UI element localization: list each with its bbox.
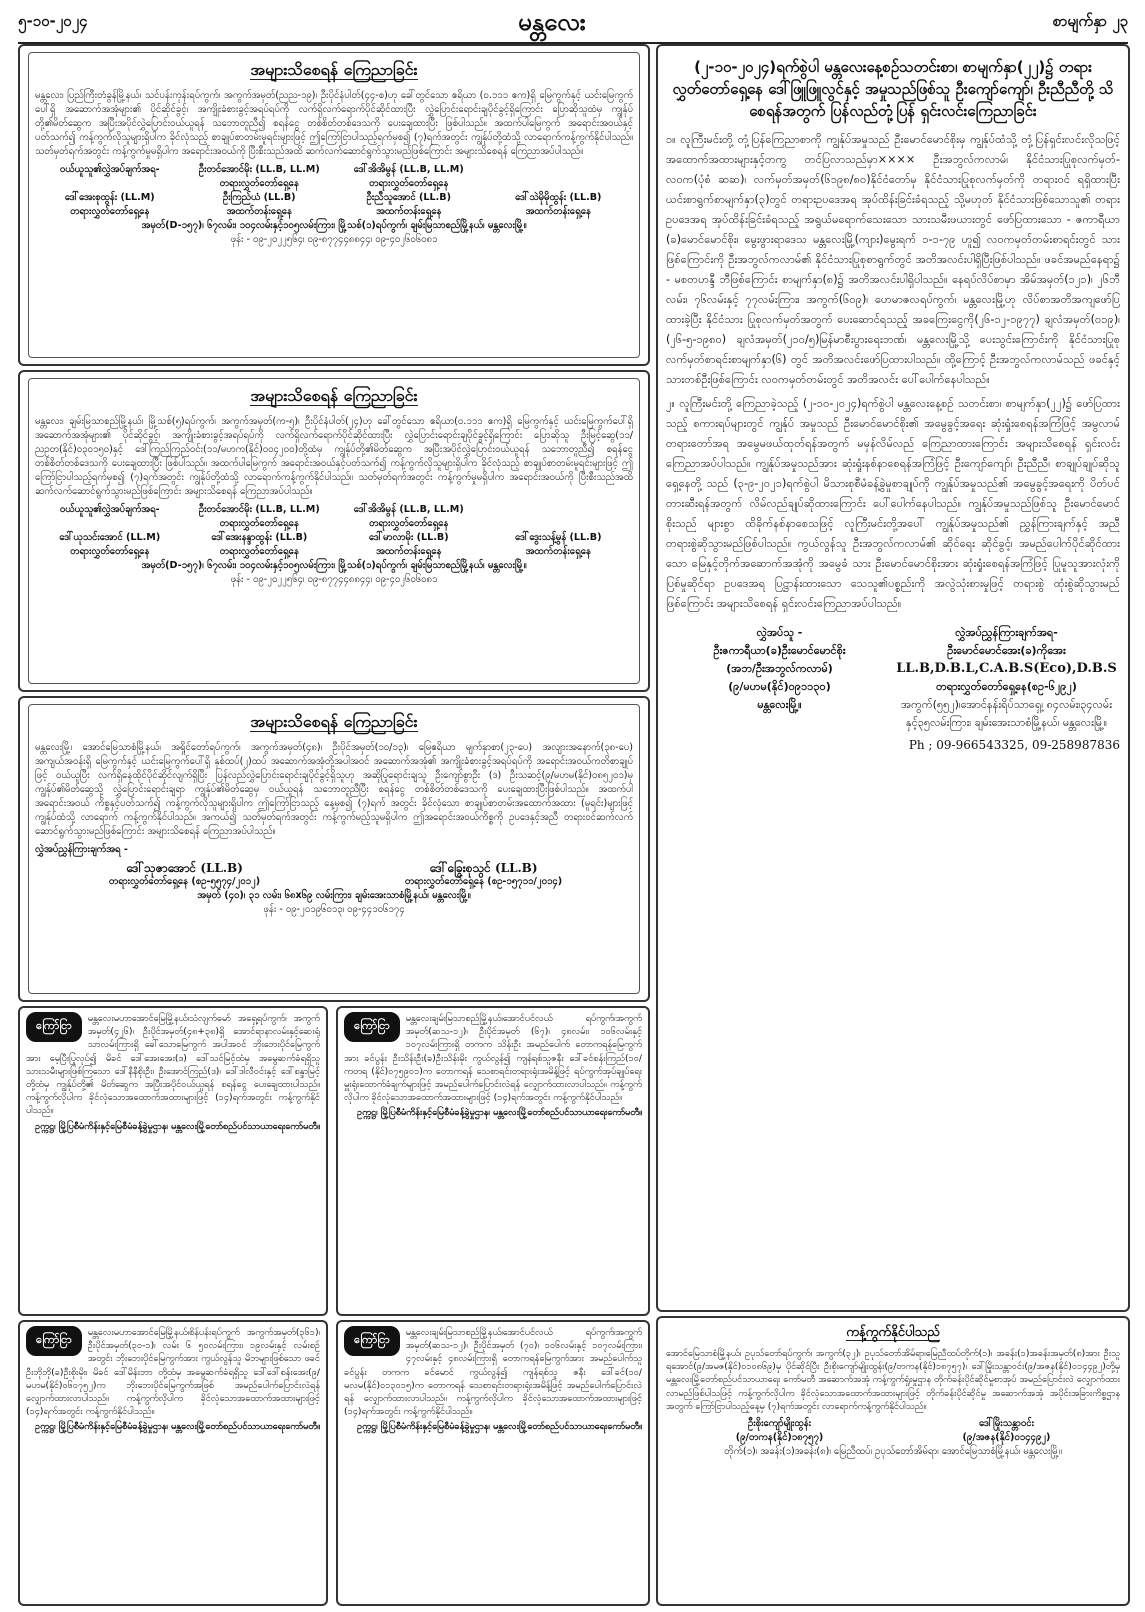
lawyer-title: တရားလွှတ်တော်ရှေ့နေ (စဥ-၅၅၇၄/၂၀၁၂): [108, 876, 261, 887]
notice-2-title: အများသိစေရန် ကြေညာခြင်း: [250, 386, 418, 405]
correction-title: (၂-၁၀-၂၀၂၄)ရက်စွဲပါ မန္တလေးနေ့စဉ်သတင်းစာ၊ စာမျက်နှာ(၂၂)၌ တရားလွှတ်တော်ရှေ့နေ ဒေါ်ဖြူဖြူလွင်နှင့် အမှုသည်ဖြစ်သူ ဦးကျော်ကျော်၊ ဦးညီညီတို့ သိစေရန်အတွက် ပြန်လည်တုံ့ပြန် ရှင်းလင်းကြေညာခြင်း: [672, 58, 1114, 120]
notice-1-signatures: [35, 163, 633, 219]
correction-para-1: ၁။ လူကြီးမင်းတို့ တုံ့ပြန်ကြေညာစာကို ကျွန်ုပ်အမှုသည် ဦးမောင်မောင်စိုးမှ ကျွန်ုပ်ထံသို့ တုံ့ပြန်ရှင်းလင်းလိုသဖြင့် အထောက်အထားများနှင့်တကွ တင်ပြလာသည်မှာ×××× ဦးအဘွလ်ကလာမ်၊ နိုင်ငံသားပြုစုလက်မှတ်-လ၀က(ပုံစံ ဆဆ)၊ လက်မှတ်အမှတ်(၆၁၉၈/၈၀)နိုင်ငံတော်မှ နိုင်ငံသားပြုစုလက်မှတ်ကို တရားဝင် ရရှိထားပြီး ယင်းစာရွက်စာမျက်နှာ(၃)တွင် တရားဥပဒေအရ အုပ်ထိန်းခြင်းခံရသည့် သို့မဟုတ် နိုင်ငံသားဖြစ်သောသူ၏ တရားဥပဒေအရ အုပ်ထိန်းခြင်းခံရသည့် အရွယ်မရောက်သေးသော သားသမီးဖယားတွင် ဖော်ပြထားသော - ဇကာရီယာ (ခ)မောင်မောင်စိုး၊ မွေးဖွားရာဒေသ မန္တလေးမြို့(ကျား)မွေးရက် ၁-၁-၇၉ ဟူ၍ လ၀ကမှတ်တမ်းစာရင်းတွင် သားဖြစ်ကြောင်းကို ဦးအဘွလ်ကလာမ်၏ နိုင်ငံသားပြုစုစာရွက်တွင် အတိအလင်းပါရှိပြီးဖြစ်ပါသည်။ ဖခင်အမည်နေရာ၌ - မစတဟန္ဒီ ဘီဖြစ်ကြောင်း စာမျက်နှာ(၈)၌ အတိအလင်းပါရှိပါသည်။ နေရပ်လိပ်စာမှာ အိမ်အမှတ်(၁၂၁)၊ ၂၆ဘီလမ်း၊ ၇၆လမ်းနှင့် ၇၇လမ်းကြား၊ အကွက်(၆၀၉)၊ ဟေမာဇလရပ်ကွက်၊ မန္တလေးမြို့ဟု လိပ်စာအတိအကျဖော်ပြထားခဲ့ပြီး နိုင်ငံသား ပြုစုလက်မှတ်အတွက် ပေးဆောင်ရသည့် အခကြေးငွေကို(၂၆-၁၂-၁၉၇၇) ချလံအမှတ်(၀၁၉)၊ (၂၆-၅-၁၉၈၀) ချလံအမှတ်(၂၁၀/၅)မြန်မာစီးပွားရေးဘဏ်၊ မန္တလေးမြို့သို့ ပေးသွင်းကြောင်းကို နိုင်ငံသားပြုစုလက်မှတ်စာရင်းစာမျက်နှာ(၆) တွင် အတိအလင်းဖော်ပြထားပါသည်။ ထို့ကြောင့် ဦးအဘွလ်ကလာမ်သည် ဖခင်နှင့် သားတစ်ဦးဖြစ်ကြောင်း လ၀ကမှတ်တမ်းတွင် အတိအလင်း ပေါ်ပေါက်နေပါသည်။: [666, 133, 1120, 386]
ad-badge: ကြော်ငြာ: [26, 1012, 82, 1042]
small-ad-4: [336, 1320, 650, 1606]
objection-title: ကန့်ကွက်နိုင်ပါသည်: [846, 1325, 940, 1340]
correction-notice: [656, 44, 1130, 1312]
notice-2-signatures: [35, 503, 633, 559]
signer-city: မန္တလေးမြို့။: [757, 698, 802, 711]
ad-body: မန္တလေးမဟာအောင်မြေမြို့နယ်၊စိန်ပန်းရပ်ကွက် အကွက်အမှတ်(၃၆၁)၊ ဦးပိုင်အမှတ်(၃၀-၁)၊ လမ်း ၆ ၅၀လမ်းကြား၊ ၁၉လမ်းနှင့် လမ်းစဉ်အတွင်း ဘိုးဘေးပိုင်မြေကွက်အား ကွယ်လွန်သူ မိဘများဖြစ်သော ဖခင် ဦးဘိုဘို(ခ)ဦးစိုးမိုး၊ မိခင် ဒေါ်မိန်းဘာ တို့ထံမှ အမွေဆက်ခံရရှိသူ ဒေါ်ဒေါ်စန်းအေး(၉/မဟမ(နိုင်)၀၆၀၇၅၂)က ဘိုးဘေးပိုင်မြေကွက်အဖြစ် အမည်ပေါက်ပြောင်းလဲရန် လျှောက်ထားလာပါသည်။ ကန့်ကွက်လိုပါက ခိုင်လုံသောအထောက်အထားများဖြင့် (၁၄)ရက်အတွင်း ကန့်ကွက်နိုင်ပါသည်။: [26, 1327, 320, 1418]
lawyer-qualifications: LL.B,D.B.L,C.A.B.S(Eco),D.B.S: [896, 661, 1117, 676]
notice-1-title: အများသိစေရန် ကြေညာခြင်း: [250, 60, 418, 79]
notice-3-title: အများသိစေရန် ကြေညာခြင်း: [250, 712, 418, 731]
signer-father: (အဘ/ဦးအဘွလ်ကလာမ်): [726, 662, 833, 675]
signature-line: ဒေါ်သဲမိုမိုထွန်း (LL.B): [515, 192, 602, 203]
lawyer-name: ဒေါ်သုဇာအောင် (LL.B): [126, 861, 243, 875]
signature-line: [35, 517, 185, 531]
signature-line: [484, 177, 634, 191]
page-header: [18, 6, 1128, 44]
signer-name: ဒေါ်မြိုးသန္တာဝင်း: [978, 1418, 1034, 1430]
signature-line: ဦးတင်အောင်မိုး (LL.B, LL.M): [198, 164, 320, 175]
notice-3-phone: ဖုန်း - ၀၉-၂၀၁၉၆၀၁၃၊ ၀၉-၄၄၁၀၆၁၇၄: [263, 904, 405, 915]
signature-line: ဦးကြည်ယံ (LL.B): [222, 192, 296, 203]
signer-name: ဦးဇကာရီယာ(ခ)ဦးမောင်မောင်စိုး: [713, 644, 846, 657]
ad-badge: ကြော်ငြာ: [344, 1012, 400, 1042]
small-ad-3: [18, 1320, 328, 1606]
signature-line: တရားလွှတ်တော်ရှေ့နေ: [219, 178, 299, 189]
ad-footer: ဥက္ကဋ္ဌ၊ မြို့ပြစီမံကိန်းနှင့်မြေစီမံခန့်ခွဲမှုဌာန၊ မန္တလေးမြို့တော်စည်ပင်သာယာရေးကော်မတီ။: [357, 1421, 642, 1433]
signature-lead: လွှဲအပ်သူ -: [756, 626, 803, 639]
ad-footer: ဥက္ကဋ္ဌ၊ မြို့ပြစီမံကိန်းနှင့်မြေစီမံခန့်ခွဲမှုဌာန၊ မန္တလေးမြို့တော်စည်ပင်သာယာရေးကော်မတီ။: [357, 1107, 642, 1119]
signature-line: ဒေါ်ယုသင်းအောင် (LL.M): [59, 532, 161, 543]
signature-line: အထက်တန်းရှေ့နေ: [376, 546, 442, 557]
signature-line: အထက်တန်းရှေ့နေ: [226, 206, 292, 217]
notice-3-address: အမှတ် (၄၀)၊ ၃၁ လမ်း၊ ၆၈x၆၉ လမ်းကြား၊ ချမ်းအေးသာစံမြို့နယ်၊ မန္တလေးမြို့။: [197, 890, 471, 901]
signature-line: ဒေါ်အိအိမွန် (LL.B, LL.M): [353, 164, 464, 175]
ad-body: မန္တလေးချမ်းမြသာစည်မြို့နယ်၊အောင်ပင်လယ် ရပ်ကွက်၊အကွက်အမှတ်(ဆသ-၁၂)၊ ဦးပိုင်အမှတ် (၆၇)၊ ၄၈လမ်း၊ ၁၀၆လမ်းနှင့် ၁၀၇လမ်းကြားရှိ တကက သိန်းဦး အမည်ပေါက် တောကရန်မြေကွက်အား ခင်ပွန်း ဦးသိန်းဦး(ခ)ဦးသိန်းမိုး ကွယ်လွန်၍ ကျန်ရစ်သူဇနီး ဒေါ်ခင်စန်းကြည်(၁၀/ကတရ (နိုင်)၀၇၅၉၀၁)က တောကရန် သေစာရင်းတရားရုံးအမိန့်ဖြင့် ရပ်ကွက်အုပ်ချုပ်ရေးမှူးရုံးထောက်ခံချက်များဖြင့် အမည်ပေါက်ပြောင်းလဲရန် လျှောက်ထားလာပါသည်။ ကန့်ကွက်လိုပါက ခိုင်လုံသောအထောက်အထားများဖြင့် (၁၄)ရက်အတွင်း ကန့်ကွက်နိုင်ပါသည်။: [344, 1013, 642, 1104]
notice-1-body: မန္တလေး၊ ပြည်ကြီးတံခွန်မြို့နယ်၊ သင်ပန်းကုန်းရပ်ကွက်၊ အကွက်အမှတ်(ညည-၁၉)၊ ဦးပိုင်နံပါတ်(၄၄-စ)ဟု ခေါ်တွင်သော ဧရိယာ (၀.၁၁၁ ဧက)ရှိ မြေကွက်နှင့် ယင်းမြေကွက်ပေါ်ရှိ အဆောက်အအုံများ၏ ပိုင်ဆိုင်ခွင့်၊ အကျိုးခံစားခွင့်အရပ်ရပ်ကို လက်ရှိလက်ရောက်ပိုင်ဆိုင်ထားပြီး လွှဲပြောင်းရောင်းချပိုင်ခွင့်ရှိကြောင်း ပြောဆိုသူထံမှ ကျွန်ုပ်တို့၏မိတ်ဆွေက အပြီးအပိုင်လွှဲပြောင်းဝယ်ယူရန် သဘောတူညီ၍ စရန်ငွေ တစ်စိတ်တစ်ဒေသကို ပေးချေထားပြီး ဖြစ်ပါသည်။ အထက်ပါမြေကွက် အရောင်းအဝယ်နှင့်ပတ်သက်၍ ကန့်ကွက်လိုသူများရှိပါက ခိုင်လုံသည့် စာချုပ်စာတမ်းမူရင်းများဖြင့် ဤကြော်ငြာပါသည့်ရက်မှစ၍ (၇)ရက်အတွင်း ကျွန်ုပ်တို့ထံသို့ လာရောက်ကန့်ကွက်နိုင်ပါသည်။ သတ်မှတ်ရက်အတွင်း ကန့်ကွက်မှုမရှိပါက အရောင်းအဝယ်ကို ပြီးစီးသည်အထိ ဆက်လက်ဆောင်ရွက်သွားမည်ဖြစ်ကြောင်း အများသိစေရန် ကြေညာအပ်ပါသည်။: [35, 90, 633, 157]
correction-phone: Ph ; 09-966543325, 09-258987836: [908, 738, 1120, 752]
signature-line: [484, 503, 634, 517]
notice-1: [18, 44, 650, 366]
signature-lead: လွှဲအပ်ညွှန်ကြားချက်အရ-: [955, 626, 1058, 639]
lawyer-title: တရားလွှတ်တော်ရှေ့နေ(စဥ-၆၂၉၂): [936, 680, 1077, 693]
ad-footer: ဥက္ကဋ္ဌ၊ မြို့ပြစီမံကိန်းနှင့်မြေစီမံခန့်ခွဲမှုဌာန၊ မန္တလေးမြို့တော်စည်ပင်သာယာရေးကော်မတီ။: [35, 1421, 320, 1433]
notice-1-phone: ဖုန်း - ၀၉-၂၀၂၂၅၆၄၊ ၀၉-၈၇၇၄၄၈၈၄၄၊ ၀၉-၄၀၂၆၀၆၀၈၁: [230, 234, 438, 245]
signer-name: ဦးစိုးကျော်မျိုးထွန်း: [747, 1418, 812, 1430]
ad-body: မန္တလေးချမ်းမြသာစည်မြို့နယ်၊အောင်ပင်လယ် ရပ်ကွက်၊အကွက်အမှတ်(ဆသ-၁၂)၊ ဦးပိုင်အမှတ် (၇၀)၊ ၁၀၆လမ်းနှင့် ၁၀၇လမ်းကြား၊ ၄၇လမ်းနှင့် ၄၈လမ်းကြားရှိ တောကရန်မြေကွက်အား အမည်ပေါက်သူ ခင်ပွန်း တကက ခင်မောင် ကွယ်လွန်၍ ကျန်ရစ်သူ ဇနီး ဒေါ်ခင်(၁၀/မလမ(နိုင်)၀၁၃၀၁၅)က တောကရန် သေစာရင်းတရားရုံးအမိန့်ဖြင့် အမည်ပေါက်ပြောင်းလဲရန် လျှောက်ထားလာပါသည်။ ကန့်ကွက်လိုပါက ခိုင်လုံသောအထောက်အထားများဖြင့် (၁၄)ရက်အတွင်း ကန့်ကွက်နိုင်ပါသည်။: [344, 1327, 642, 1418]
notice-3-signatures: [35, 861, 633, 889]
signature-line: အထက်တန်းရှေ့နေ: [525, 206, 591, 217]
lawyer-name: ဦးမောင်မောင်အေး(ခ)ကိုအေး: [947, 644, 1066, 657]
lawyer-title: တရားလွှတ်တော်ရှေ့နေ (စဥ-၁၅၇၁၁/၂၀၁၄): [404, 876, 563, 887]
masthead-logo: မန္တလေး: [518, 7, 586, 36]
signature-line: တရားလွှတ်တော်ရှေ့နေ: [219, 518, 299, 529]
notice-2-address: အမှတ်(D-၁၅၇)၊ ၆၇လမ်း၊ ၁၀၄လမ်းနှင့်၁၀၅လမ်းကြား၊ မြို့သစ်(၁)ရပ်ကွက်၊ ချမ်းမြသာစည်မြို့နယ်၊ မန္တလေးမြို့။: [141, 560, 527, 571]
issue-date: ၅-၁၀-၂၀၂၄: [18, 12, 88, 30]
notice-3: [18, 696, 650, 1002]
signature-line: ဦးတင်အောင်မိုး (LL.B, LL.M): [198, 504, 320, 515]
signature-line: [35, 177, 185, 191]
signature-line: အထက်တန်းရှေ့နေ: [525, 546, 591, 557]
signature-line: [484, 517, 634, 531]
notice-2: [18, 370, 650, 692]
notice-1-address: အမှတ်(D-၁၅၇)၊ ၆၇လမ်း၊ ၁၀၄လမ်းနှင့်၁၀၅လမ်းကြား၊ မြို့သစ်(၁)ရပ်ကွက်၊ ချမ်းမြသာစည်မြို့နယ်၊ မန္တလေးမြို့။: [141, 220, 527, 231]
small-ad-1: [18, 1006, 328, 1316]
correction-para-2: ၂။ လူကြီးမင်းတို့ ကြေညာခဲ့သည့် (၂-၁၀-၂၀၂၄)ရက်စွဲပါ မန္တလေးနေ့စဉ် သတင်းစာ၊ စာမျက်နှာ(၂၂)၌ ဖော်ပြထားသည့် စကားရပ်များတွင် ကျွန်ုပ် အမှုသည် ဦးမောင်မောင်စိုး၏ အမွေခွင့်အရေး ဆုံးရှုံးစေရန်အကြံဖြင့် အမွလာမ် တရားတော်အရ အမွေမဖယ်ထုတ်ရန်အတွက် မမှန်လိမ်လည် ကြေညာထားကြောင်း အများသိစေရန် ရှင်းလင်းကြေညာအပ်ပါသည်။ ကျွန်ုပ်အမှုသည်အား ဆုံးရှုံးနစ်နာစေရန်အကြံဖြင့် ဦးကျော်ကျော်၊ ဦးညီညီ၊ စာချုပ်ချုပ်ဆိုသူ ရှေ့နေတို့ သည် (၃-၉-၂၀၂၁)ရက်စွဲပါ မိသားစုစီမံခန့်ခွဲမှုစာချုပ်ကို ကျွန်ုပ်အမှုသည်၏ အမွေခွင့်အရေးကို ပိတ်ပင်တားဆီးရန်အတွက် လိမ်လည်ချုပ်ဆိုထားကြောင်း ပေါ်ပေါက်နေပါသည်။ ကျွန်ုပ်အမှုသည်ဖြစ်သူ ဦးမောင်မောင်စိုးသည် များစွာ ထိခိုက်နစ်နာစေသဖြင့် လူကြီးမင်းတို့အပေါ် ကျွန်ုပ်အမှုသည်၏ ညွှန်ကြားချက်နှင့် အညီ တရားစွဲဆိုသွားမည်ဖြစ်ပါသည်။ ကွယ်လွန်သူ ဦးအဘွလ်ကလာမ်၏ ဆိုင်ရေး ဆိုင်ခွင့်၊ အမည်ပေါက်ပိုင်ဆိုင်ထားသော မြေနှင့်တိုက်အဆောက်အအုံကို အမွေခံ သား ဦးမောင်မောင်စိုးအား ဆုံးရှုံးစေရန်အကြံဖြင့် ပြုမူသူအားလုံးကို ပြစ်မှုဆိုင်ရာ ဥပဒေအရ ပြဋ္ဌာန်းထားသော သေသူ၏ပစ္စည်းကို အလွဲသုံးစားမှုဖြင့် တရားစွဲ ထုံးစွဲဆိုသွားမည်ဖြစ်ကြောင်း အများသိစေရန် ရှင်းလင်းကြေညာအပ်ပါသည်။: [666, 397, 1120, 610]
ad-badge: ကြော်ငြာ: [26, 1326, 82, 1356]
signature-line: ဒေါ်အိအိမွန် (LL.B, LL.M): [353, 504, 464, 515]
signature-line: ဒေါ်ဒွေးသန့်မွန် (LL.B): [515, 532, 602, 543]
signature-line: တရားလွှတ်တော်ရှေ့နေ: [70, 546, 150, 557]
objection-notice: [656, 1316, 1130, 1606]
signer-nrc: (၉/တကန(နိုင်)၁၈၇၅၇): [735, 1432, 824, 1444]
signature-line: ဒေါ်မာလာမိုး (LL.B): [368, 532, 449, 543]
objection-address: တိုက်(၁)၊ အခန်း(၁)အခန်း(၈)၊ မြေညီထပ်၊ ဥပုသ်တော်အိမ်ရာ၊ အောင်မြေသာစံမြို့နယ်၊ မန္တလေးမြို့။: [724, 1446, 1062, 1458]
signature-line: ဝယ်ယူသူ၏လွှဲအပ်ချက်အရ-: [59, 164, 160, 175]
notice-2-body: မန္တလေး၊ ချမ်းမြသာစည်မြို့နယ်၊ မြို့သစ်(၅)ရပ်ကွက်၊ အကွက်အမှတ်(က-၅)၊ ဦးပိုင်နံပါတ်(၂၄)ဟု ခေါ်တွင်သော ဧရိယာ(၀.၁၁၁ ဧက)ရှိ မြေကွက်နှင့် ယင်းမြေကွက်ပေါ်ရှိ အဆောက်အအုံများ၏ ပိုင်ဆိုင်ခွင့်၊ အကျိုးခံစားခွင့်အရပ်ရပ်ကို လက်ရှိလက်ရောက်ပိုင်ဆိုင်ထားပြီး လွှဲပြောင်းရောင်းချပိုင်ခွင့်ရှိကြောင်း ပြောဆိုသူ ဦးမြင့်ဆွေ(၁၁/ညဥတ(နိုင်)၀၃၀၁၅၀)နှင့် ဒေါ်ကြည်ကြည်ဝင်း(၁၁/မဟက(နိုင်)၀၀၄၂၀၀)တို့ထံမှ ကျွန်ုပ်တို့၏မိတ်ဆွေက အပြီးအပိုင်လွှဲပြောင်းဝယ်ယူရန် သဘောတူညီ၍ စရန်ငွေ တစ်စိတ်တစ်ဒေသကို ပေးချေထားပြီး ဖြစ်ပါသည်။ အထက်ပါမြေကွက် အရောင်းအဝယ်နှင့်ပတ်သက်၍ ကန့်ကွက်လိုသူများရှိပါက ခိုင်လုံသည့် စာချုပ်စာတမ်းမူရင်းများဖြင့် ဤကြော်ငြာပါသည့်ရက်မှစ၍ (၇)ရက်အတွင်း ကျွန်ုပ်တို့ထံသို့ လာရောက်ကန့်ကွက်နိုင်ပါသည်။ သတ်မှတ်ရက်အတွင်း ကန့်ကွက်မှုမရှိပါက အရောင်းအဝယ်ကို ပြီးစီးသည်အထိ ဆက်လက်ဆောင်ရွက်သွားမည်ဖြစ်ကြောင်း အများသိစေရန် ကြေညာအပ်ပါသည်။: [35, 416, 633, 497]
lawyer-name: ဒေါ်ခြွေးစုသွင် (LL.B): [429, 861, 538, 875]
signature-line: ဒေါ်အေးစုထွန်း (LL.M): [64, 192, 155, 203]
signature-line: [484, 163, 634, 177]
signature-line: တရားလွှတ်တော်ရှေ့နေ: [219, 546, 299, 557]
signer-nrc: (၉/မဟမ(နိုင်)၀၉၁၁၃၀): [728, 680, 831, 693]
ad-footer: ဥက္ကဋ္ဌ၊ မြို့ပြစီမံကိန်းနှင့်မြေစီမံခန့်ခွဲမှုဌာန၊ မန္တလေးမြို့တော်စည်ပင်သာယာရေးကော်မတီ။: [35, 1120, 320, 1132]
objection-signatures: [666, 1417, 1120, 1445]
notice-3-lead: လွှဲအပ်ညွှန်ကြားချက်အရ -: [35, 844, 128, 855]
signature-line: ဒေါ်အေးနန္ဒာထွန်း (LL.B): [211, 532, 308, 543]
correction-signatures: [666, 624, 1120, 732]
ad-badge: ကြော်ငြာ: [344, 1326, 400, 1356]
notice-3-body: မန္တလေးမြို့၊ အောင်မြေသာစံမြို့နယ်၊ အရှိုင်တော်ရပ်ကွက်၊ အကွက်အမှတ်(၄၈)၊ ဦးပိုင်အမှတ်(၁၀/၁၃)၊ မြေဧရိယာ မျက်နှာစာ(၂၃-ပေ) အလျားအနောက်(၃၈-ပေ) အကျယ်အဝန်းရှိ မြေကွက်နှင့် ယင်းမြေကွက်ပေါ်ရှိ နှစ်ထပ်(၂)ထပ် အဆောက်အအုံတို့အပါအဝင် အဆောက်အအုံ၏ အကျိုးခံစားခွင့်အရပ်ရပ်ကို အရောင်းအဝယ်ကတိစာချုပ်ဖြင့် ဝယ်ယူပြီး လက်ရှိနေထိုင်ပိုင်ဆိုင်လျက်ရှိပြီး ပြန်လည်လွှဲပြောင်းရောင်းချပိုင်ခွင့်ရှိသူဟု အဆိုပြုရောင်းချသူ ဦးကျော်စွာဦး (ဒ) ဦးသဆင့်(၉/မဟမ(နိုင်)၀၈၅၂၀၁)မှ ကျွန်ုပ်၏မိတ်ဆွေသို့ လွှဲပြောင်းရောင်းချရာ ကျွန်ုပ်၏မိတ်ဆွေမှ ဝယ်ယူရန် သဘောတူညီပြီး စရန်ငွေ တစ်စိတ်တစ်ဒေသကို ပေးချေထားပြီးဖြစ်ပါသည်။ အထက်ပါ အရောင်းအဝယ် ကိစ္စနှင့်ပတ်သက်၍ ကန့်ကွက်လိုသူများရှိပါက ဤကြော်ငြာသည့် နေ့မှစ၍ (၇)ရက် အတွင်း ခိုင်လုံသော စာချုပ်စာတမ်းအထောက်အထား (မူရင်း)များဖြင့် ကျွန်ုပ်ထံသို့ လာရောက် ကန့်ကွက်နိုင်ပါသည်။ အကယ်၍ သတ်မှတ်ရက်အတွင်း ကန့်ကွက်မည့်သူမရှိပါက ဤအရောင်းအဝယ်ကိစ္စကို ဥပဒေနှင့်အညီ တရားဝင်ဆက်လက် ဆောင်ရွက်သွားမည်ဖြစ်ကြောင်း အများသိစေရန် ကြေညာအပ်ပါသည်။: [35, 742, 633, 837]
objection-body: အောင်မြေသာစံမြို့နယ်၊ ဥပုသ်တော်ရပ်ကွက်၊ အကွက်(၃၂)၊ ဥပုသ်တော်အိမ်ရာ၊မြေညီထပ်တိုက်(၁)၊ အခန်း(၁)အခန်းအမှတ်(၈)အား ဦးသူရအောင်(၉/အမဇ(နိုင်)၀၁၀၈၆၉)မှ ပိုင်ဆိုင်ပြီး ဦးစိုးကျော်မျိုးထွန်း(၉/တကန(နိုင်)၁၈၇၅၇)၊ ဒေါ်မြိုးသန္တာဝင်း(၉/အဇန(နိုင်)၀၁၄၄၉၂)တို့မှ မန္တလေးမြို့တော်စည်ပင်သာယာရေး ကော်မတီ အဆောက်အအုံ ကန့်ကွက်ရှုံးမှုဌာန တိုက်ခန်းပိုင်ဆိုင်မှုစာအုပ် အမည်ပြောင်းလဲ လျှောက်ထားလာမည်ဖြစ်ပါသဖြင့် ကန့်ကွက်လိုပါက ခိုင်လုံသောအထောက်အထားများဖြင့် တိုက်ခန်းပိုင်ဆိုင်မှု အဆောက်အအုံ အပိုင်းအခြားကိစ္စဌာန အတွက် ကြော်ငြာပါသည့်နေ့မှ (၇)ရက်အတွင်း လာရောက်ကန့်ကွက်နိုင်ပါသည်။: [666, 1348, 1120, 1412]
signer-nrc: (၉/အဇန(နိုင်)၀၁၄၄၉၂): [962, 1432, 1051, 1444]
signature-line: တရားလွှတ်တော်ရှေ့နေ: [369, 518, 449, 529]
signature-line: တရားလွှတ်တော်ရှေ့နေ: [369, 178, 449, 189]
signature-line: အထက်တန်းရှေ့နေ: [376, 206, 442, 217]
small-ad-2: [336, 1006, 650, 1316]
signature-line: ဦးညီသူအောင် (LL.B): [366, 192, 451, 203]
lawyer-address: အကွက်(၅၅၂)၊အောင်နန်းရိပ်သာရှေ့၊ ၈၄လမ်း၊၃၄လမ်းနှင့်၃၅လမ်းကြား၊ ချမ်းအေးသာစံမြို့နယ်၊ မန္တလေးမြို့။: [900, 698, 1113, 729]
signature-line: ဝယ်ယူသူ၏လွှဲအပ်ချက်အရ-: [59, 504, 160, 515]
ad-body: မန္တလေးမဟာအောင်မြေမြို့နယ်၊သံလျက်မော် အရှေ့ရပ်ကွက်၊ အကွက်အမှတ်(၄၂၆)၊ ဦးပိုင်အမှတ်(၄၈+၃၈)ရှိ အောင်ရာနာလမ်းနှင့်ဆေးရုံသာလမ်းကြားရှိ ခေါ်သောမြေကွက် အပါအဝင် ဘိုးဘေးပိုင်မြေကွက်အား မေ့ပြီးပြုလုပ်၍ မိခင် ဒေါ်အေးအေး(ဒ) ဒေါ်သင်မြင့်ထံမှ အမွေဆက်ခံရရှိသူ သားသမီးများဖြစ်ကြသော ဒေါ်နီနီစိုးဦး၊ ဦးအောင်ကြည်(ဒ)၊ ဒေါ်ဒါလီဝင်းနှင့် ဒေါ်စန္ဒာမြင့် တို့ထံမှ ကျွန်ုပ်တို့၏ မိတ်ဆွေက အပြီးအပိုင်ဝယ်ယူရန် စရန်ငွေ ပေးချေထားပါသည်။ ကန့်ကွက်လိုပါက ခိုင်လုံသောအထောက်အထားများဖြင့် (၁၄)ရက်အတွင်း ကန့်ကွက်နိုင်ပါသည်။: [26, 1013, 320, 1117]
page-number: စာမျက်နှာ ၂၃: [1052, 12, 1128, 30]
signature-line: တရားလွှတ်တော်ရှေ့နေ: [70, 206, 150, 217]
notice-2-phone: ဖုန်း - ၀၉-၂၀၂၂၅၆၄၊ ၀၉-၈၇၇၄၄၈၈၄၄၊ ၀၉-၄၀၂၆၀၆၀၈၁: [230, 574, 438, 585]
